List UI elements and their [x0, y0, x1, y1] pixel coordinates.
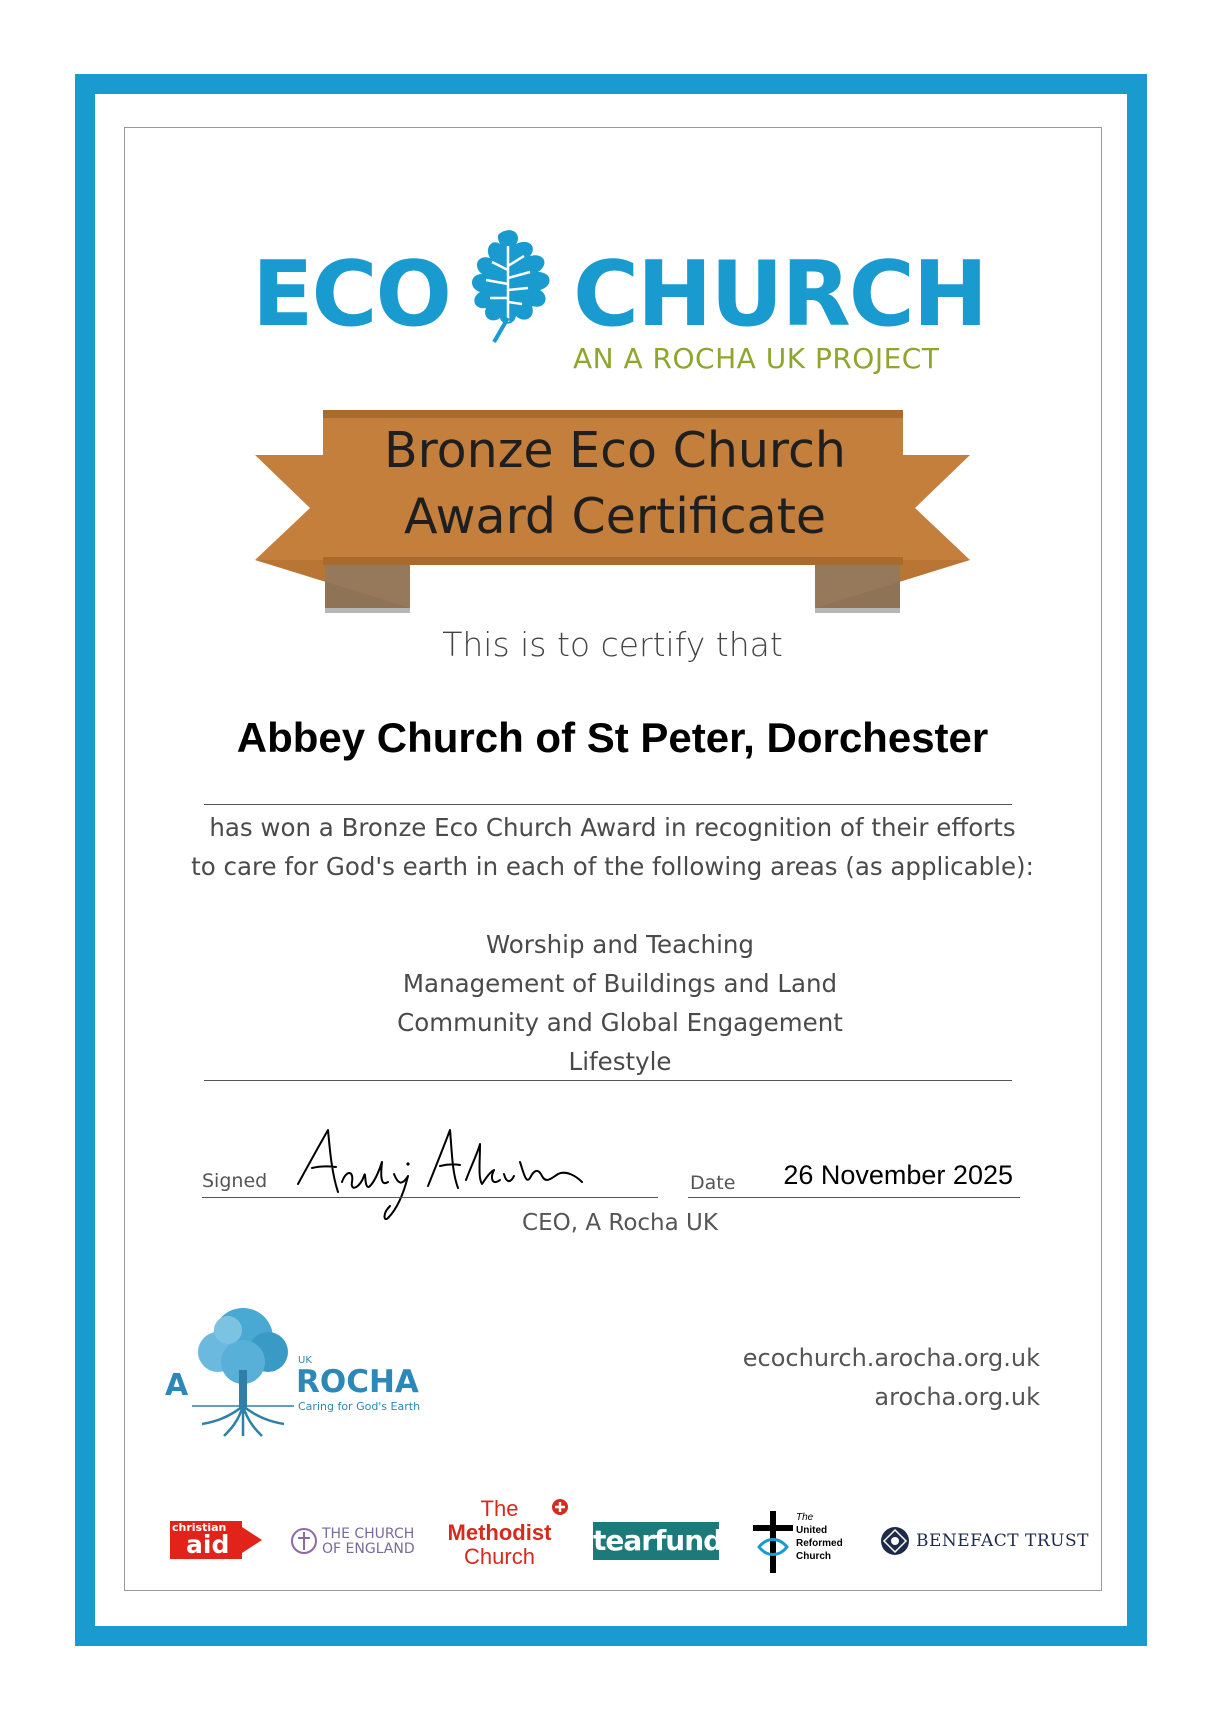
divider-bottom — [204, 1080, 1012, 1081]
logo-subtitle: AN A ROCHA UK PROJECT — [573, 342, 940, 375]
logo-word-church: CHURCH — [573, 242, 987, 347]
area-item: Community and Global Engagement — [397, 1008, 843, 1037]
methodist-cross-icon — [552, 1499, 568, 1515]
christian-aid-logo — [170, 1521, 262, 1559]
urc-line3: Church — [796, 1551, 831, 1562]
benefact-trust-icon — [880, 1526, 910, 1556]
date-line — [688, 1197, 1020, 1198]
award-areas-list — [330, 925, 910, 1081]
urc-line1: United — [796, 1525, 828, 1536]
coe-line2: OF ENGLAND — [322, 1541, 415, 1557]
award-title — [325, 418, 905, 550]
area-item: Lifestyle — [568, 1047, 672, 1076]
award-title-line2: Award Certificate — [403, 488, 827, 545]
methodist-line3: Church — [464, 1544, 535, 1569]
urc-cross-icon — [753, 1511, 793, 1573]
award-title-line1: Bronze Eco Church — [383, 422, 846, 479]
area-item: Worship and Teaching — [486, 930, 754, 959]
arocha-letter-a: A — [165, 1368, 189, 1403]
date-value: 26 November 2025 — [783, 1160, 1013, 1190]
methodist-logo — [442, 1497, 557, 1569]
church-of-england-icon — [290, 1527, 318, 1555]
recipient-name: Abbey Church of St Peter, Dorchester — [236, 714, 989, 761]
coe-line1: THE CHURCH — [322, 1526, 415, 1542]
signature-image — [290, 1122, 600, 1222]
christian-aid-bottom: aid — [186, 1530, 230, 1559]
award-description-line1: has won a Bronze Eco Church Award in recognition of their efforts — [209, 813, 1016, 842]
signature-line — [202, 1197, 658, 1198]
award-description-line2: to care for God's earth in each of the following areas (as applicable): — [191, 852, 1034, 881]
award-description — [190, 808, 1035, 886]
arocha-uk: UK — [298, 1355, 312, 1366]
benefact-trust-logo: BENEFACT TRUST — [916, 1531, 1089, 1551]
partner-logos — [168, 1496, 1089, 1575]
oak-leaf-icon — [458, 226, 558, 344]
urc-line2: Reformed — [796, 1538, 843, 1549]
signatory-title: CEO, A Rocha UK — [522, 1210, 718, 1236]
arocha-tagline: Caring for God's Earth — [298, 1400, 421, 1413]
arocha-word: ROCHA — [296, 1364, 419, 1400]
area-item: Management of Buildings and Land — [402, 969, 838, 998]
urc-logo — [796, 1511, 843, 1563]
church-of-england-logo — [322, 1527, 415, 1557]
divider-top — [204, 804, 1012, 805]
methodist-line1: The — [480, 1496, 519, 1521]
methodist-line2: Methodist — [447, 1520, 552, 1545]
link-arocha[interactable]: arocha.org.uk — [874, 1383, 1040, 1411]
logo-word-eco: ECO — [252, 242, 451, 347]
urc-the: The — [796, 1512, 814, 1523]
certify-text: This is to certify that — [442, 625, 783, 664]
tearfund-logo: tearfund — [593, 1522, 719, 1560]
date-label: Date — [690, 1172, 736, 1194]
christian-aid-top: christian — [172, 1521, 227, 1534]
tree-icon — [188, 1300, 298, 1440]
link-ecochurch[interactable]: ecochurch.arocha.org.uk — [742, 1344, 1040, 1372]
signed-label: Signed — [202, 1170, 268, 1192]
